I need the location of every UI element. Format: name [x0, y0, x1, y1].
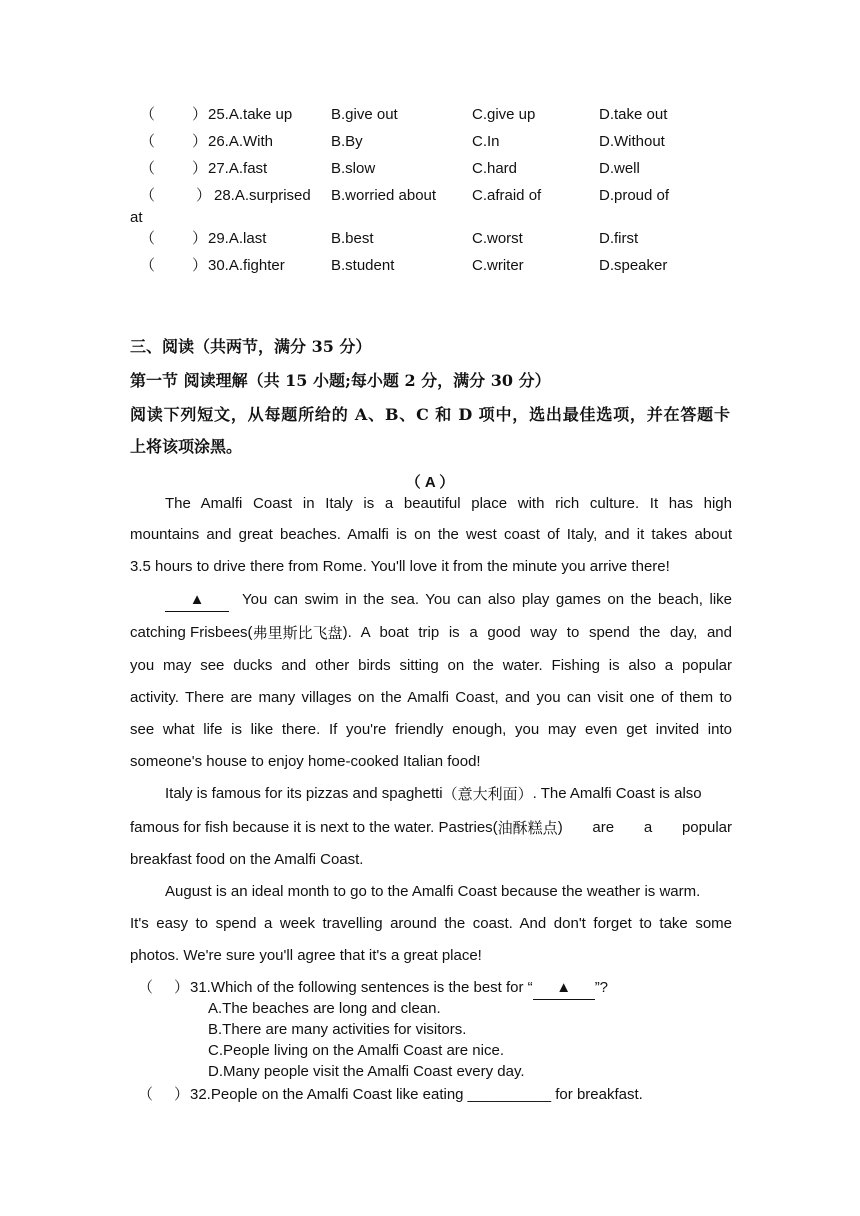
- question-31-end: ”?: [594, 979, 609, 996]
- option-b: B.give out: [331, 106, 398, 123]
- option-a: 26.A.With: [208, 133, 274, 150]
- chinese-gloss: （意大利面）: [442, 785, 533, 803]
- option-a: 28.A.surprised: [214, 187, 311, 204]
- paragraph-3-text: . The Amalfi Coast is also: [532, 785, 702, 802]
- paragraph-2-line: you may see ducks and other birds sitting on the water. Fishing is also a popular: [130, 657, 732, 674]
- question-31-text: [190, 977, 608, 1000]
- instruction-line-1: 阅读下列短文，从每题所给的 A、B、C 和 D 项中，选出最佳选项，并在答题卡: [130, 405, 730, 424]
- option-c: C.afraid of: [472, 187, 542, 204]
- option-row-25: [130, 104, 750, 126]
- triangle-icon: ▲: [556, 979, 572, 996]
- option-d: D.speaker: [599, 257, 668, 274]
- option-d: D.Without: [599, 133, 665, 150]
- option-c: C.writer: [472, 257, 524, 274]
- option-a: 30.A.fighter: [208, 257, 285, 274]
- option-c: C.In: [472, 133, 500, 150]
- chinese-gloss: 油酥糕点: [497, 819, 558, 837]
- answer-paren-open: （: [140, 133, 156, 150]
- paragraph-1-line: 3.5 hours to drive there from Rome. You'll love it from the minute you arrive there!: [130, 558, 670, 575]
- paragraph-2-line: see what life is like there. If you're friendly enough, you may even get invited into: [130, 721, 732, 738]
- answer-paren-open: （: [140, 230, 156, 247]
- paragraph-3-line: [130, 817, 732, 839]
- blank-with-triangle: [165, 589, 229, 612]
- answer-paren-open: （: [140, 160, 156, 177]
- option-a: 29.A.last: [208, 230, 267, 247]
- answer-paren-close: ）: [174, 979, 190, 996]
- option-d: D.well: [599, 160, 640, 177]
- option-row-27: [130, 158, 750, 180]
- answer-paren-open: （: [140, 106, 156, 123]
- option-c: C.worst: [472, 230, 523, 247]
- answer-paren-close: ）: [192, 257, 208, 274]
- paragraph-1-line: The Amalfi Coast in Italy is a beautiful place with rich culture. It has high: [165, 495, 732, 512]
- choice-a: A.The beaches are long and clean.: [208, 1000, 441, 1017]
- question-32-text: 32.People on the Amalfi Coast like eating __________ for breakfast.: [190, 1086, 643, 1103]
- paragraph-3-text: famous for fish because it is next to the water. Pastries(: [130, 819, 498, 836]
- paragraph-2-text: You can swim in the sea. You can also play games on the beach, like: [242, 591, 732, 608]
- triangle-icon: ▲: [189, 591, 205, 608]
- option-a: 27.A.fast: [208, 160, 268, 177]
- option-row-29: [130, 228, 750, 250]
- paragraph-2-text: catching Frisbees(: [130, 624, 253, 641]
- paragraph-2-line: activity. There are many villages on the Amalfi Coast, and you can visit one of them to: [130, 689, 732, 706]
- option-28-wrap: at: [130, 209, 143, 226]
- paragraph-2-line: someone's house to enjoy home-cooked Italian food!: [130, 753, 481, 770]
- choice-c: C.People living on the Amalfi Coast are nice.: [208, 1042, 504, 1059]
- option-d: D.take out: [599, 106, 668, 123]
- paragraph-3-line: breakfast food on the Amalfi Coast.: [130, 851, 364, 868]
- option-b: B.student: [331, 257, 395, 274]
- option-d: D.first: [599, 230, 639, 247]
- answer-paren-close: ）: [174, 1086, 190, 1103]
- answer-paren-close: ）: [192, 160, 208, 177]
- paragraph-2-line: [165, 589, 732, 612]
- answer-paren-open: （: [138, 979, 154, 996]
- part-title: 第一节 阅读理解（共 15 小题;每小题 2 分，满分 30 分）: [130, 371, 551, 390]
- answer-paren-open: （: [138, 1086, 154, 1103]
- answer-paren-close: ）: [192, 230, 208, 247]
- answer-paren-close: ）: [192, 106, 208, 123]
- choice-d: D.Many people visit the Amalfi Coast every day.: [208, 1063, 525, 1080]
- chinese-gloss: 弗里斯比飞盘: [252, 624, 343, 642]
- option-a: 25.A.take up: [208, 106, 293, 123]
- paragraph-4-line: It's easy to spend a week travelling around the coast. And don't forget to take some: [130, 915, 732, 932]
- answer-paren-open: （: [140, 187, 156, 204]
- option-c: C.give up: [472, 106, 536, 123]
- option-b: B.By: [331, 133, 363, 150]
- paragraph-3-line: [165, 783, 732, 805]
- blank-with-triangle: [533, 977, 595, 1000]
- paragraph-1-line: mountains and great beaches. Amalfi is on the west coast of Italy, and it takes about: [130, 526, 732, 543]
- option-c: C.hard: [472, 160, 518, 177]
- instruction-line-2: 上将该项涂黑。: [130, 437, 243, 456]
- question-31-stem: 31.Which of the following sentences is the best for “: [190, 979, 533, 996]
- answer-paren-open: （: [140, 257, 156, 274]
- option-row-26: [130, 131, 750, 153]
- section-title: 三、阅读（共两节，满分 35 分）: [130, 337, 372, 356]
- paragraph-4-line: August is an ideal month to go to the Amalfi Coast because the weather is warm.: [165, 883, 701, 900]
- passage-label: （ A ）: [405, 474, 455, 491]
- option-row-30: [130, 255, 750, 277]
- answer-paren-close: ）: [192, 133, 208, 150]
- option-row-28: [130, 185, 750, 207]
- paragraph-2-line: [130, 622, 732, 644]
- paragraph-3-text: ) are a popular: [557, 819, 732, 836]
- paragraph-2-text: ). A boat trip is a good way to spend the day, and: [342, 624, 732, 641]
- option-b: B.slow: [331, 160, 376, 177]
- option-b: B.best: [331, 230, 374, 247]
- choice-b: B.There are many activities for visitors.: [208, 1021, 467, 1038]
- option-b: B.worried about: [331, 187, 437, 204]
- paragraph-4-line: photos. We're sure you'll agree that it's a great place!: [130, 947, 482, 964]
- option-d: D.proud of: [599, 187, 670, 204]
- paragraph-3-text: Italy is famous for its pizzas and spaghetti: [165, 785, 443, 802]
- answer-paren-close: ）: [196, 187, 212, 204]
